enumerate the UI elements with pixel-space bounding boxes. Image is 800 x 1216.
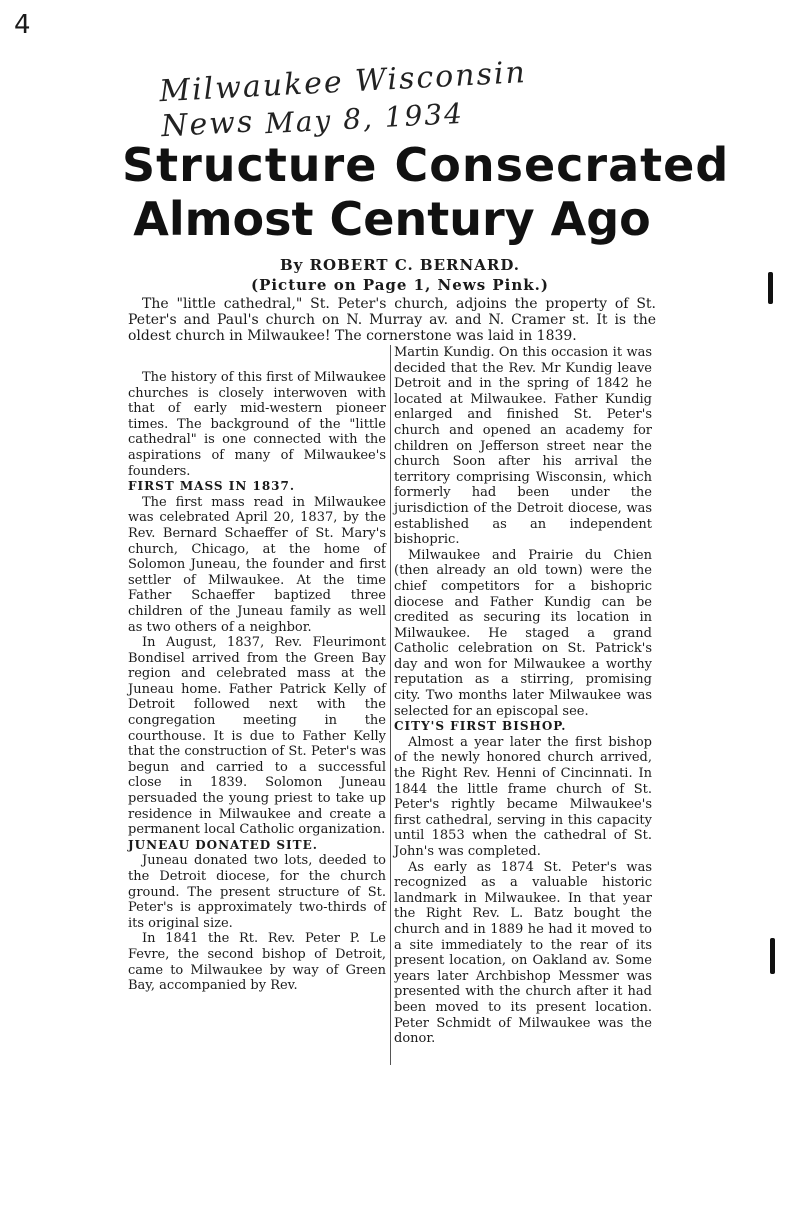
paragraph: The first mass read in Milwaukee was celebrated April 20, 1837, by the Rev. Bernard Schaeffer of St. Mary's church, Chicago, at the home of Solomon Juneau, the founder and first settler of Milwaukee. At the time Father Schaeffer baptized three children of the Juneau family as well as two others of a neighbor. bbox=[128, 494, 386, 635]
byline-author: By ROBERT C. BERNARD. bbox=[279, 256, 521, 274]
paragraph: Milwaukee and Prairie du Chien (then already an old town) were the chief competitors for a bishopric diocese and Father Kundig can be credited as securing its location in Milwaukee. He staged a grand Catholic celebration on St. Patrick's day and won for Milwaukee a worthy reputation as a stirring, promising city. Two months later Milwaukee was selected for an episcopal see. bbox=[394, 547, 652, 719]
intro-text: The "little cathedral," St. Peter's church, adjoins the property of St. Peter's and Paul's church on N. Murray av. and N. Cramer st. It is the oldest church in Milwaukee! The cornerstone was laid in 1839. bbox=[128, 296, 656, 344]
page-number-mark: 4 bbox=[14, 10, 31, 40]
headline-line-1: Structure Consecrated bbox=[122, 138, 730, 192]
byline-picture-note: (Picture on Page 1, News Pink.) bbox=[250, 276, 549, 294]
paragraph: In August, 1837, Rev. Fleurimont Bondisel arrived from the Green Bay region and celebrated mass at the Juneau home. Father Patrick Kelly of Detroit followed next with the congregation meeting in the courthouse. It is due to Father Kelly that the construction of St. Peter's was begun and carried to a successful close in 1839. Solomon Juneau persuaded the young priest to take up residence in Milwaukee and create a permanent local Catholic organization. bbox=[128, 635, 386, 838]
paragraph: The history of this first of Milwaukee churches is closely interwoven with that of early mid-western pioneer times. The background of the "little cathedral" is one connected with the aspirations of many of Milwaukee's founders. bbox=[128, 370, 386, 479]
paragraph: As early as 1874 St. Peter's was recognized as a valuable historic landmark in Milwaukee. In that year the Right Rev. L. Batz bought the church and in 1889 he had it moved to a site immediately to the rear of its present location, on Oakland av. Some years later Archbishop Messmer was presented with the church after it had been moved to its present location. Peter Schmidt of Milwaukee was the donor. bbox=[394, 859, 652, 1047]
paragraph: Juneau donated two lots, deeded to the Detroit diocese, for the church ground. The present structure of St. Peter's is approximately two-thirds of its original size. bbox=[128, 853, 386, 931]
subheading: JUNEAU DONATED SITE. bbox=[128, 837, 318, 852]
paragraph: Almost a year later the first bishop of the newly honored church arrived, the Right Rev. Henni of Cincinnati. In 1844 the little frame church of St. Peter's rightly became Milwaukee's first cathedral, serving in this capacity until 1853 when the cathedral of St. John's was completed. bbox=[394, 734, 652, 859]
subheading: CITY'S FIRST BISHOP. bbox=[394, 719, 567, 734]
intro-paragraph bbox=[128, 296, 656, 344]
handwritten-source: Milwaukee Wisconsin News bbox=[158, 55, 528, 145]
paragraph: Martin Kundig. On this occasion it was decided that the Rev. Mr Kundig leave Detroit and in the spring of 1842 he located at Milwaukee. Father Kundig enlarged and finished St. Peter's church and opened an academy for children on Jefferson street near the church Soon after his arrival the territory comprising Wisconsin, which formerly had been under the jurisdiction of the Detroit diocese, was established as an independent bishopric. bbox=[394, 345, 652, 548]
column-divider bbox=[390, 345, 391, 1065]
handwritten-date: May 8, 1934 bbox=[264, 96, 465, 141]
paragraph: In 1841 the Rt. Rev. Peter P. Le Fevre, the second bishop of Detroit, came to Milwaukee by way of Green Bay, accompanied by Rev. bbox=[128, 931, 386, 994]
article-column-1 bbox=[128, 370, 386, 994]
article-column-2 bbox=[394, 345, 652, 1047]
headline-line-2: Almost Century Ago bbox=[133, 192, 651, 246]
subheading: FIRST MASS IN 1837. bbox=[128, 479, 296, 494]
binding-hole-mark bbox=[768, 272, 773, 304]
binding-hole-mark bbox=[770, 938, 775, 974]
